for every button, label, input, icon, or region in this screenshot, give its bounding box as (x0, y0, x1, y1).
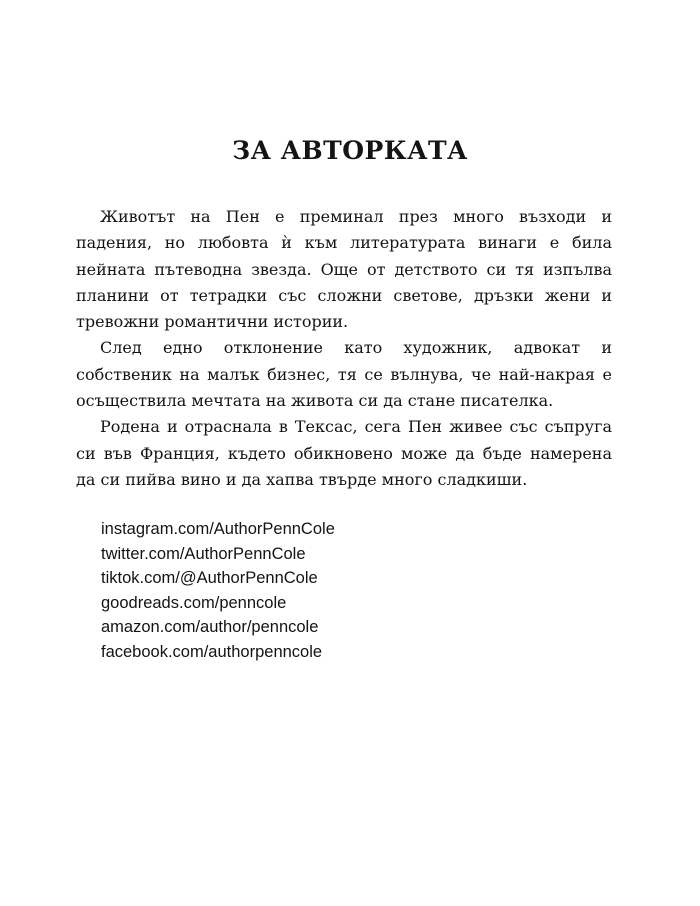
bio-paragraph: Родена и отраснала в Тексас, сега Пен живее със съпруга си във Франция, където обикновено може да бъде намерена да си пийва вино и да хапва твърде много сладкиши. (76, 417, 612, 489)
social-link-tiktok[interactable]: tiktok.com/@AuthorPennCole (101, 569, 318, 588)
social-links (101, 517, 335, 665)
social-link-facebook[interactable]: facebook.com/authorpenncole (101, 642, 323, 661)
bio-paragraph: Животът на Пен е преминал през много възходи и падения, но любовта ѝ към литературата винаги е била нейната пътеводна звезда. Още от детството си тя изпълва планини от тетрадки със сложни светове, дръзки жени и тревожни романтични истории. (76, 207, 612, 332)
social-link-twitter[interactable]: twitter.com/AuthorPennCole (101, 544, 306, 563)
social-link-instagram[interactable]: instagram.com/AuthorPennCole (101, 520, 335, 538)
social-link-goodreads[interactable]: goodreads.com/penncole (101, 593, 287, 612)
author-bio (76, 204, 612, 493)
page-title: ЗА АВТОРКАТА (232, 136, 468, 165)
bio-paragraph: След едно отклонение като художник, адвокат и собственик на малък бизнес, тя се вълнува, че най-накрая е осъществила мечтата на живота си да стане писателка. (76, 338, 612, 411)
social-link-amazon[interactable]: amazon.com/author/penncole (101, 618, 319, 637)
